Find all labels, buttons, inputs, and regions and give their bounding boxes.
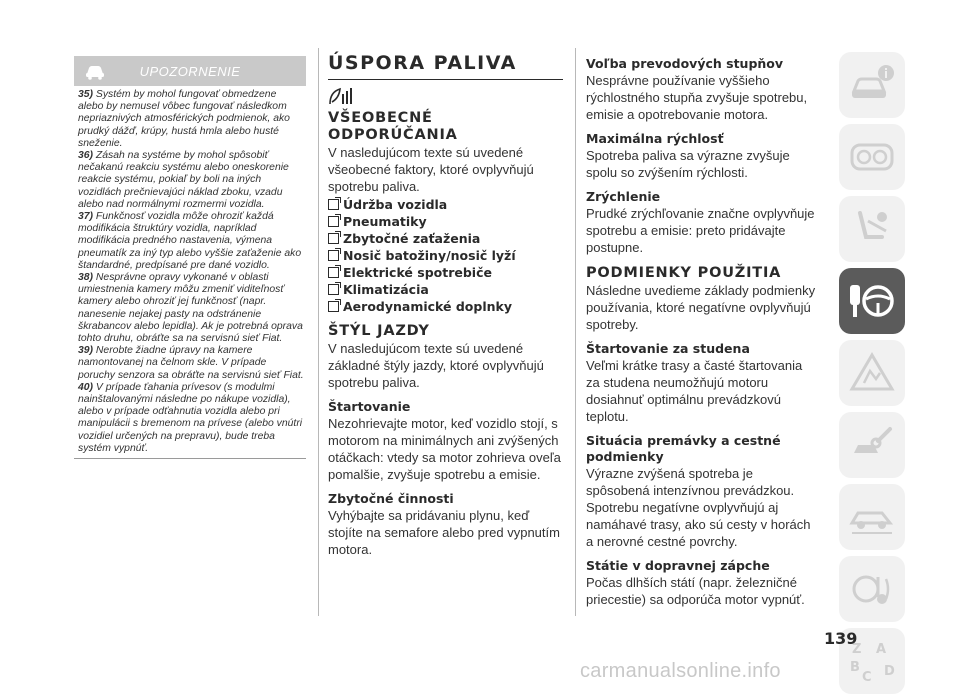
- car-warning-icon: [84, 62, 106, 80]
- wrench-car-icon: [846, 419, 898, 471]
- general-heading: VŠEOBECNÉ ODPORÚČANIA: [328, 110, 458, 143]
- checkbox-icon: [328, 284, 339, 295]
- warning-title: UPOZORNENIE: [139, 63, 241, 79]
- list-item: Klimatizácia: [328, 281, 563, 298]
- title-rule: [328, 79, 563, 80]
- traffic-jam-heading: Státie v dopravnej zápche: [586, 558, 770, 573]
- list-item: Zbytočné zaťaženia: [328, 230, 563, 247]
- car-info-icon: [846, 59, 898, 111]
- fuel-saving-column: [328, 52, 563, 558]
- startup-text: Nezohrievajte motor, keď vozidlo stojí, s motorom na minimálnych ani zvýšených otáčkach: vtedy sa motor zohrieva oveľa pomalšie, zvyšuje spotrebu a emisie.: [328, 416, 561, 482]
- conditions-text: Následne uvedieme základy podmienky používania, ktoré negatívne ovplyvňujú spotreby.: [586, 283, 816, 332]
- warning-box: [74, 56, 306, 459]
- eco-leaf-icon: [328, 86, 354, 106]
- startup-heading: Štartovanie: [328, 399, 411, 414]
- svg-text:C: C: [862, 670, 872, 685]
- tab-emergency[interactable]: [839, 340, 905, 406]
- factor-checklist: [328, 196, 563, 315]
- driving-style-text: V nasledujúcom texte sú uvedené základné štýly jazdy, ktoré ovplyvňujú spotrebu paliva.: [328, 341, 544, 390]
- note-39: 39) Nerobte žiadne úpravy na kamere namontovanej na čelnom skle. V prípade poruchy senzora sa obráťte na servisnú sieť Fiat.: [78, 345, 304, 381]
- note-35: 35) Systém by mohol fungovať obmedzene alebo by nemusel vôbec fungovať následkom nepriaznivých atmosférických podmienok, ako prudký dážď, krúpy, hustá hmla alebo husté sneženie.: [78, 89, 290, 149]
- gear-text: Nesprávne používanie vyššieho rýchlostného stupňa zvyšuje spotrebu, emisie a opotrebovanie motora.: [586, 73, 808, 122]
- list-item: Pneumatiky: [328, 213, 563, 230]
- svg-text:A: A: [876, 642, 887, 657]
- conditions-heading: PODMIENKY POUŽITIA: [586, 265, 782, 281]
- note-40: 40) V prípade ťahania prívesov (s modulmi nainštalovanými následne po nákupe vozidla), alebo v prípade odťahnutia vozidla alebo pri manipulácii s bremenom na prívese (alebo vnútri vozidiel určených na prepravu), bude treba systém vypnúť.: [78, 381, 303, 454]
- checkbox-icon: [328, 199, 339, 210]
- note-36: 36) Zásah na systéme by mohol spôsobiť nečakanú reakciu systému alebo oneskorenie reakcie systému, pokiaľ by boli na iných vozidlách prečnievajúci náklad zboku, vzadu alebo nad normálnymi rozmermi vozidla.: [78, 150, 289, 210]
- page-number: 139: [824, 629, 858, 648]
- svg-text:B: B: [850, 660, 860, 675]
- checkbox-icon: [328, 216, 339, 227]
- list-item: Údržba vozidla: [328, 196, 563, 213]
- tab-safety[interactable]: [839, 196, 905, 262]
- tab-multimedia[interactable]: [839, 556, 905, 622]
- watermark: carmanualsonline.info: [580, 660, 781, 682]
- page-title: ÚSPORA PALIVA: [328, 52, 517, 74]
- acceleration-text: Prudké zrýchľovanie značne ovplyvňuje spotrebu a emisie: preto pridávajte postupne.: [586, 206, 815, 255]
- checkbox-icon: [328, 267, 339, 278]
- useless-heading: Zbytočné činnosti: [328, 491, 454, 506]
- svg-text:D: D: [884, 664, 895, 679]
- checkbox-icon: [328, 301, 339, 312]
- driving-conditions-column: [586, 56, 819, 608]
- cold-start-heading: Štartovanie za studena: [586, 341, 750, 356]
- note-37: 37) Funkčnosť vozidla môže ohroziť každá modifikácia štruktúry vozidla, napríklad modifikácia predného nastavenia, výmena pneumatík za iný typ alebo vyššie zaťaženie ako štandardné, predpísané pre dané vozidlo.: [78, 211, 302, 271]
- list-item: Nosič batožiny/nosič lyží: [328, 247, 563, 264]
- media-icon: [846, 563, 898, 615]
- traffic-text: Výrazne zvýšená spotreba je spôsobená intenzívnou prevádzkou. Spotrebu negatívne ovplyvňujú aj namáhavé trasy, ako sú cesty v horách a nerovné cestné povrchy.: [586, 466, 811, 549]
- tab-starting-driving[interactable]: [839, 268, 905, 334]
- car-specs-icon: [846, 491, 898, 543]
- warning-header: [74, 56, 306, 86]
- maxspeed-heading: Maximálna rýchlosť: [586, 131, 724, 146]
- maxspeed-text: Spotreba paliva sa výrazne zvyšuje spolu so zvýšením rýchlosti.: [586, 148, 790, 180]
- note-38: 38) Nesprávne opravy vykonané v oblasti umiestnenia kamery môžu zmeniť viditeľnosť kamery alebo ohroziť jej funkčnosť (napr. nanesenie nejakej pasty na odstránenie škrabancov alebo lepidla). Ak je potrebná oprava tohto druhu, obráťte sa na servisnú sieť Fiat.: [78, 272, 303, 345]
- general-text: V nasledujúcom texte sú uvedené všeobecné faktory, ktoré ovplyvňujú spotrebu paliva.: [328, 145, 534, 194]
- warning-road-icon: [846, 347, 898, 399]
- list-item: Aerodynamické doplnky: [328, 298, 563, 315]
- acceleration-heading: Zrýchlenie: [586, 189, 661, 204]
- checkbox-icon: [328, 233, 339, 244]
- gear-heading: Voľba prevodových stupňov: [586, 56, 784, 71]
- tab-maintenance[interactable]: [839, 412, 905, 478]
- seat-airbag-icon: [846, 203, 898, 255]
- traffic-heading: Situácia premávky a cestné podmienky: [586, 433, 781, 464]
- checkbox-icon: [328, 250, 339, 261]
- tab-specs[interactable]: [839, 484, 905, 550]
- warning-notes: [74, 86, 306, 459]
- useless-text: Vyhýbajte sa pridávaniu plynu, keď stojíte na semafore alebo pred vypnutím motora.: [328, 508, 560, 557]
- cold-start-text: Veľmi krátke trasy a časté štartovania za studena neumožňujú motoru dosiahnuť optimálnu prevádzkovú teplotu.: [586, 358, 803, 424]
- traffic-jam-text: Počas dlhších státí (napr. železničné priecestie) sa odporúča motor vypnúť.: [586, 575, 805, 607]
- tab-dashboard[interactable]: [839, 124, 905, 190]
- key-steering-icon: [846, 275, 898, 327]
- tab-car-info[interactable]: [839, 52, 905, 118]
- chapter-tabs: [839, 52, 909, 700]
- list-item: Elektrické spotrebiče: [328, 264, 563, 281]
- driving-style-heading: ŠTÝL JAZDY: [328, 323, 430, 339]
- dashboard-icon: [846, 131, 898, 183]
- svg-text:Z: Z: [852, 642, 862, 657]
